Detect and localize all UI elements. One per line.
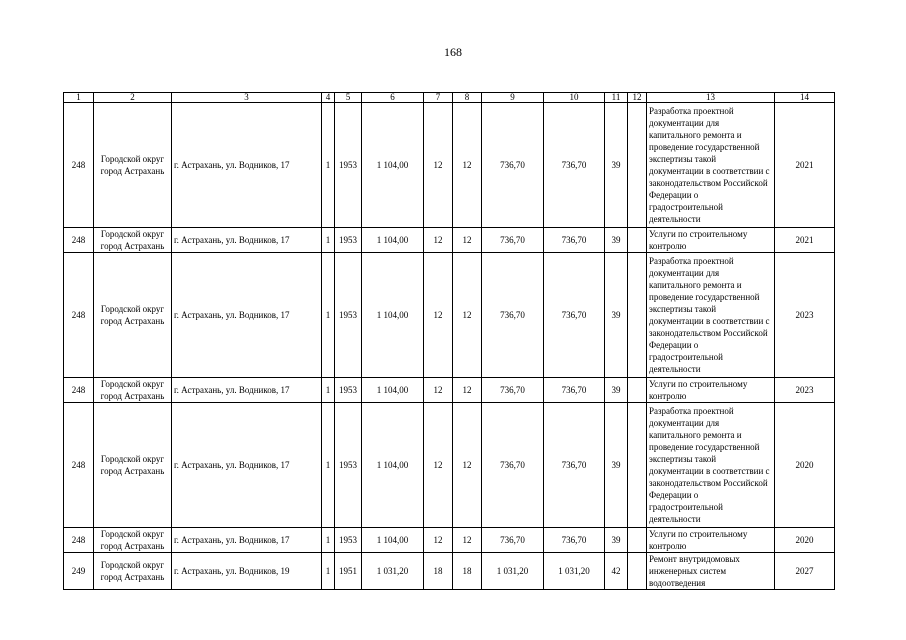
municipality-cell: Городской округ город Астрахань: [94, 528, 172, 553]
column-header: 8: [453, 93, 482, 103]
year-built-cell: 1953: [335, 103, 362, 228]
area-cell: 1 031,20: [482, 553, 544, 590]
col8-cell: 12: [453, 103, 482, 228]
area-cell: 736,70: [482, 253, 544, 378]
col4-cell: 1: [322, 253, 335, 378]
col12-cell: [628, 103, 647, 228]
area-cell: 736,70: [544, 528, 605, 553]
column-number-row: [64, 93, 835, 103]
col7-cell: 12: [424, 253, 453, 378]
col7-cell: 12: [424, 103, 453, 228]
residents-cell: 39: [605, 378, 628, 403]
area-cell: 736,70: [544, 378, 605, 403]
address-cell: г. Астрахань, ул. Водников, 17: [172, 403, 322, 528]
residents-cell: 39: [605, 528, 628, 553]
year-built-cell: 1953: [335, 528, 362, 553]
column-header: 9: [482, 93, 544, 103]
work-type-cell: Ремонт внутридомовых инженерных систем водоотведения: [647, 553, 775, 590]
table-row: [64, 553, 835, 590]
area-cell: 736,70: [482, 228, 544, 253]
address-cell: г. Астрахань, ул. Водников, 17: [172, 528, 322, 553]
residents-cell: 39: [605, 228, 628, 253]
year-cell: 2027: [775, 553, 835, 590]
residents-cell: 39: [605, 403, 628, 528]
row-number-cell: 248: [64, 103, 94, 228]
row-number-cell: 248: [64, 528, 94, 553]
column-header: 2: [94, 93, 172, 103]
row-number-cell: 248: [64, 378, 94, 403]
year-cell: 2021: [775, 228, 835, 253]
column-header: 6: [362, 93, 424, 103]
col12-cell: [628, 553, 647, 590]
total-area-cell: 1 104,00: [362, 103, 424, 228]
col8-cell: 12: [453, 528, 482, 553]
column-header: 1: [64, 93, 94, 103]
year-built-cell: 1953: [335, 253, 362, 378]
address-cell: г. Астрахань, ул. Водников, 19: [172, 553, 322, 590]
table-row: [64, 103, 835, 228]
column-header: 14: [775, 93, 835, 103]
col12-cell: [628, 378, 647, 403]
table-row: [64, 403, 835, 528]
address-cell: г. Астрахань, ул. Водников, 17: [172, 253, 322, 378]
col4-cell: 1: [322, 403, 335, 528]
work-type-cell: Разработка проектной документации для капитального ремонта и проведение государственной экспертизы такой документации в соответствии с законодательством Российской Федерации о градостроительной деятельности: [647, 103, 775, 228]
residents-cell: 39: [605, 253, 628, 378]
residents-cell: 42: [605, 553, 628, 590]
area-cell: 736,70: [482, 378, 544, 403]
year-cell: 2020: [775, 403, 835, 528]
row-number-cell: 248: [64, 228, 94, 253]
table-row: [64, 253, 835, 378]
page-number: 168: [444, 45, 462, 59]
total-area-cell: 1 104,00: [362, 528, 424, 553]
column-header: 7: [424, 93, 453, 103]
area-cell: 1 031,20: [544, 553, 605, 590]
total-area-cell: 1 031,20: [362, 553, 424, 590]
area-cell: 736,70: [544, 253, 605, 378]
column-header: 11: [605, 93, 628, 103]
area-cell: 736,70: [482, 403, 544, 528]
col8-cell: 12: [453, 228, 482, 253]
total-area-cell: 1 104,00: [362, 378, 424, 403]
municipality-cell: Городской округ город Астрахань: [94, 253, 172, 378]
column-header: 10: [544, 93, 605, 103]
municipality-cell: Городской округ город Астрахань: [94, 403, 172, 528]
column-header: 4: [322, 93, 335, 103]
col12-cell: [628, 228, 647, 253]
col7-cell: 12: [424, 378, 453, 403]
column-header: 3: [172, 93, 322, 103]
address-cell: г. Астрахань, ул. Водников, 17: [172, 378, 322, 403]
col4-cell: 1: [322, 103, 335, 228]
total-area-cell: 1 104,00: [362, 253, 424, 378]
col8-cell: 18: [453, 553, 482, 590]
col4-cell: 1: [322, 528, 335, 553]
work-type-cell: Разработка проектной документации для капитального ремонта и проведение государственной экспертизы такой документации в соответствии с законодательством Российской Федерации о градостроительной деятельности: [647, 403, 775, 528]
total-area-cell: 1 104,00: [362, 403, 424, 528]
col8-cell: 12: [453, 253, 482, 378]
work-type-cell: Услуги по строительному контролю: [647, 528, 775, 553]
municipality-cell: Городской округ город Астрахань: [94, 103, 172, 228]
year-built-cell: 1951: [335, 553, 362, 590]
year-cell: 2020: [775, 528, 835, 553]
year-built-cell: 1953: [335, 378, 362, 403]
residents-cell: 39: [605, 103, 628, 228]
col12-cell: [628, 528, 647, 553]
address-cell: г. Астрахань, ул. Водников, 17: [172, 103, 322, 228]
table-row: [64, 228, 835, 253]
year-cell: 2023: [775, 378, 835, 403]
col12-cell: [628, 253, 647, 378]
row-number-cell: 249: [64, 553, 94, 590]
municipality-cell: Городской округ город Астрахань: [94, 378, 172, 403]
col8-cell: 12: [453, 378, 482, 403]
repair-program-table: [63, 92, 835, 590]
col7-cell: 12: [424, 403, 453, 528]
municipality-cell: Городской округ город Астрахань: [94, 228, 172, 253]
col7-cell: 18: [424, 553, 453, 590]
col8-cell: 12: [453, 403, 482, 528]
column-header: 5: [335, 93, 362, 103]
area-cell: 736,70: [482, 103, 544, 228]
col4-cell: 1: [322, 378, 335, 403]
column-header: 13: [647, 93, 775, 103]
work-type-cell: Разработка проектной документации для капитального ремонта и проведение государственной экспертизы такой документации в соответствии с законодательством Российской Федерации о градостроительной деятельности: [647, 253, 775, 378]
area-cell: 736,70: [544, 228, 605, 253]
address-cell: г. Астрахань, ул. Водников, 17: [172, 228, 322, 253]
row-number-cell: 248: [64, 403, 94, 528]
col4-cell: 1: [322, 228, 335, 253]
year-built-cell: 1953: [335, 228, 362, 253]
column-header: 12: [628, 93, 647, 103]
row-number-cell: 248: [64, 253, 94, 378]
col4-cell: 1: [322, 553, 335, 590]
area-cell: 736,70: [544, 403, 605, 528]
year-cell: 2023: [775, 253, 835, 378]
table-row: [64, 528, 835, 553]
col7-cell: 12: [424, 528, 453, 553]
work-type-cell: Услуги по строительному контролю: [647, 228, 775, 253]
area-cell: 736,70: [544, 103, 605, 228]
total-area-cell: 1 104,00: [362, 228, 424, 253]
municipality-cell: Городской округ город Астрахань: [94, 553, 172, 590]
year-built-cell: 1953: [335, 403, 362, 528]
col7-cell: 12: [424, 228, 453, 253]
col12-cell: [628, 403, 647, 528]
area-cell: 736,70: [482, 528, 544, 553]
work-type-cell: Услуги по строительному контролю: [647, 378, 775, 403]
table-row: [64, 378, 835, 403]
year-cell: 2021: [775, 103, 835, 228]
